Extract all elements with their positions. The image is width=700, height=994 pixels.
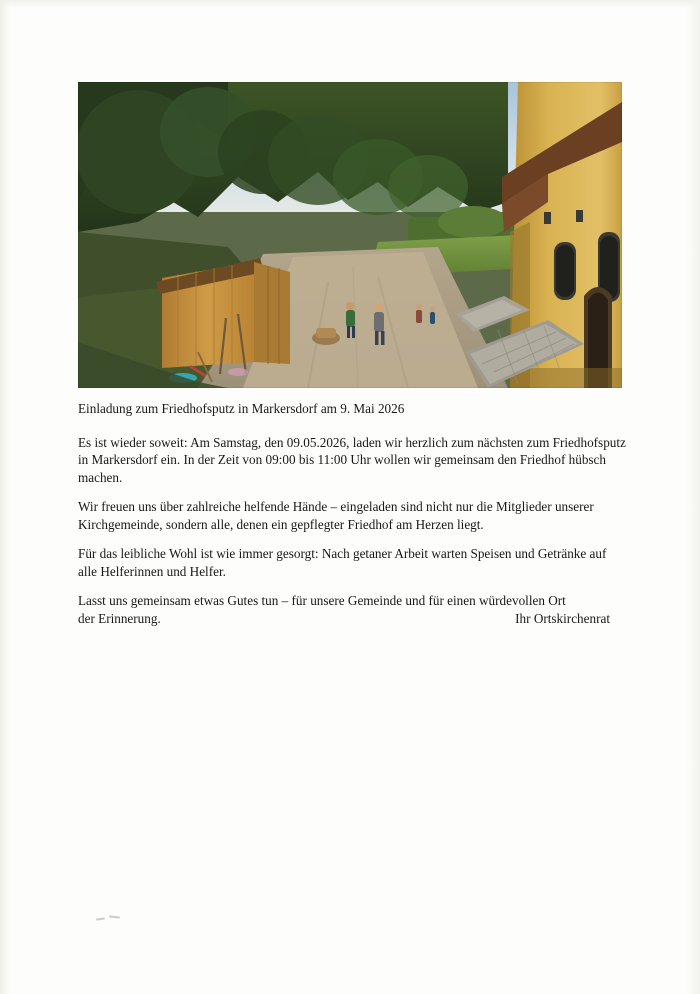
letter-closing-line-1: Lasst uns gemeinsam etwas Gutes tun – für unsere Gemeinde und für einen würdevollen Ort (78, 593, 566, 609)
letter-body (78, 400, 626, 627)
letter-signature: Ihr Ortskirchenrat (515, 610, 610, 626)
scan-edge-right (686, 0, 700, 994)
letter-paragraph-1: Es ist wieder soweit: Am Samstag, den 09.05.2026, laden wir herzlich zum nächsten zum Friedhofsputz in Markersdorf ein. In der Zeit von 09:00 bis 11:00 Uhr wollen wir gemeinsam den Friedhof hübsch machen. (78, 434, 626, 485)
scan-edge-left (0, 0, 10, 994)
scan-artifact-mark (96, 916, 122, 922)
closing-signature-row (78, 610, 626, 628)
scan-edge-top (0, 0, 700, 8)
letter-headline: Einladung zum Friedhofsputz in Markersdorf am 9. Mai 2026 (78, 401, 405, 416)
letter-closing-line-2: der Erinnerung. (78, 610, 161, 626)
cemetery-path-photograph (78, 82, 622, 388)
letter-paragraph-2: Wir freuen uns über zahlreiche helfende Hände – eingeladen sind nicht nur die Mitglieder unserer Kirchgemeinde, sondern alle, denen ein gepflegter Friedhof am Herzen liegt. (78, 499, 594, 532)
letter-paragraph-3: Für das leibliche Wohl ist wie immer gesorgt: Nach getaner Arbeit warten Speisen und Getränke auf alle Helferinnen und Helfer. (78, 546, 607, 579)
